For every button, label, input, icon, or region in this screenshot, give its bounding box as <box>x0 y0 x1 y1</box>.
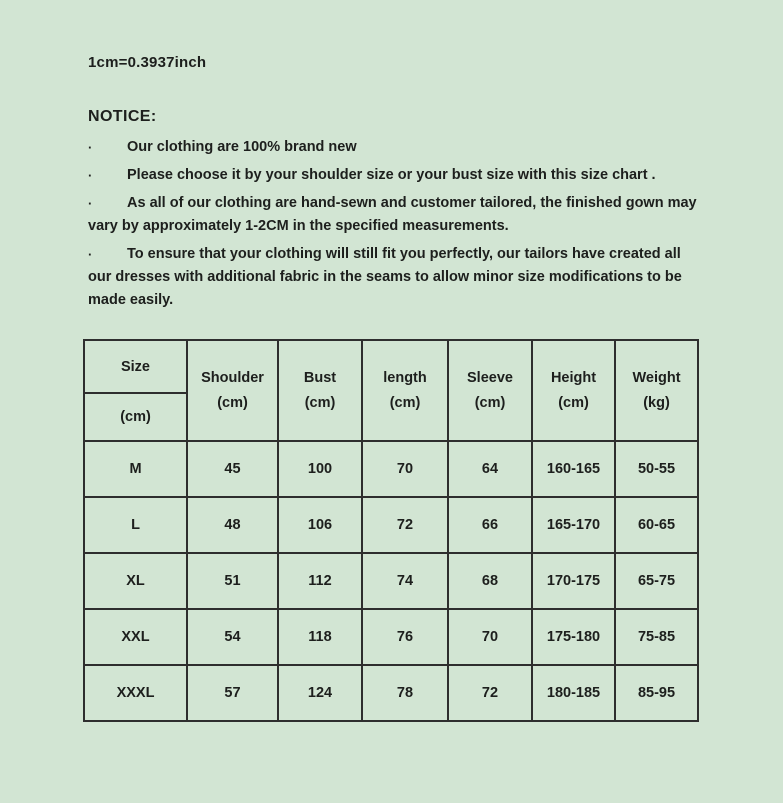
size-cell: L <box>84 497 187 553</box>
table-cell: 54 <box>187 609 278 665</box>
table-cell: 78 <box>362 665 448 721</box>
table-row <box>84 609 698 665</box>
table-cell: 75-85 <box>615 609 698 665</box>
table-cell: 48 <box>187 497 278 553</box>
table-cell: 64 <box>448 441 532 497</box>
table-row <box>84 441 698 497</box>
table-cell: 70 <box>448 609 532 665</box>
table-cell: 76 <box>362 609 448 665</box>
notice-item-text: As all of our clothing are hand-sewn and customer tailored, the finished gown may vary by approximately 1-2CM in the specified measurements. <box>88 195 697 234</box>
notice-item <box>88 192 698 238</box>
column-unit: (cm) <box>304 394 336 411</box>
table-cell: 60-65 <box>615 497 698 553</box>
table-row <box>84 553 698 609</box>
table-cell: 170-175 <box>532 553 615 609</box>
notice-item-text: Our clothing are 100% brand new <box>127 139 357 155</box>
size-cell: M <box>84 441 187 497</box>
column-label: length <box>383 369 427 386</box>
table-cell: 51 <box>187 553 278 609</box>
size-cell: XL <box>84 553 187 609</box>
bullet-icon: · <box>88 196 93 211</box>
table-cell: 50-55 <box>615 441 698 497</box>
table-cell: 112 <box>278 553 362 609</box>
header-bust <box>278 340 362 441</box>
table-cell: 180-185 <box>532 665 615 721</box>
notice-item <box>88 136 698 159</box>
notice-item <box>88 164 698 187</box>
bullet-icon: · <box>88 247 93 262</box>
table-cell: 160-165 <box>532 441 615 497</box>
bullet-icon: · <box>88 168 93 183</box>
column-unit: (kg) <box>643 394 670 411</box>
size-table <box>83 339 699 722</box>
table-cell: 57 <box>187 665 278 721</box>
header-weight <box>615 340 698 441</box>
header-size-label: Size <box>84 340 187 393</box>
table-cell: 65-75 <box>615 553 698 609</box>
table-cell: 72 <box>362 497 448 553</box>
header-shoulder <box>187 340 278 441</box>
table-cell: 165-170 <box>532 497 615 553</box>
table-header-row <box>84 340 698 393</box>
header-length <box>362 340 448 441</box>
column-label: Shoulder <box>201 369 264 386</box>
size-cell: XXL <box>84 609 187 665</box>
header-size-unit: (cm) <box>84 393 187 441</box>
table-cell: 66 <box>448 497 532 553</box>
table-cell: 124 <box>278 665 362 721</box>
column-unit: (cm) <box>389 394 421 411</box>
table-cell: 106 <box>278 497 362 553</box>
column-unit: (cm) <box>558 394 589 411</box>
notice-list <box>88 136 698 317</box>
table-cell: 118 <box>278 609 362 665</box>
notice-item-text: To ensure that your clothing will still fit you perfectly, our tailors have created all our dresses with additional fabric in the seams to allow minor size modifications to be made easily. <box>88 246 682 308</box>
size-cell: XXXL <box>84 665 187 721</box>
table-cell: 74 <box>362 553 448 609</box>
column-label: Height <box>550 369 597 386</box>
notice-title: NOTICE: <box>88 108 157 125</box>
column-label: Weight <box>632 369 681 386</box>
notice-item-text: Please choose it by your shoulder size or your bust size with this size chart . <box>127 167 656 183</box>
column-unit: (cm) <box>217 394 248 411</box>
table-cell: 70 <box>362 441 448 497</box>
header-height <box>532 340 615 441</box>
table-cell: 68 <box>448 553 532 609</box>
table-cell: 45 <box>187 441 278 497</box>
conversion-note: 1cm=0.3937inch <box>88 54 207 71</box>
column-unit: (cm) <box>474 394 506 411</box>
table-cell: 175-180 <box>532 609 615 665</box>
column-label: Sleeve <box>467 369 513 386</box>
table-row <box>84 497 698 553</box>
table-row <box>84 665 698 721</box>
table-cell: 72 <box>448 665 532 721</box>
table-cell: 85-95 <box>615 665 698 721</box>
table-cell: 100 <box>278 441 362 497</box>
notice-item <box>88 243 698 312</box>
column-label: Bust <box>303 369 337 386</box>
bullet-icon: · <box>88 140 93 155</box>
header-sleeve <box>448 340 532 441</box>
